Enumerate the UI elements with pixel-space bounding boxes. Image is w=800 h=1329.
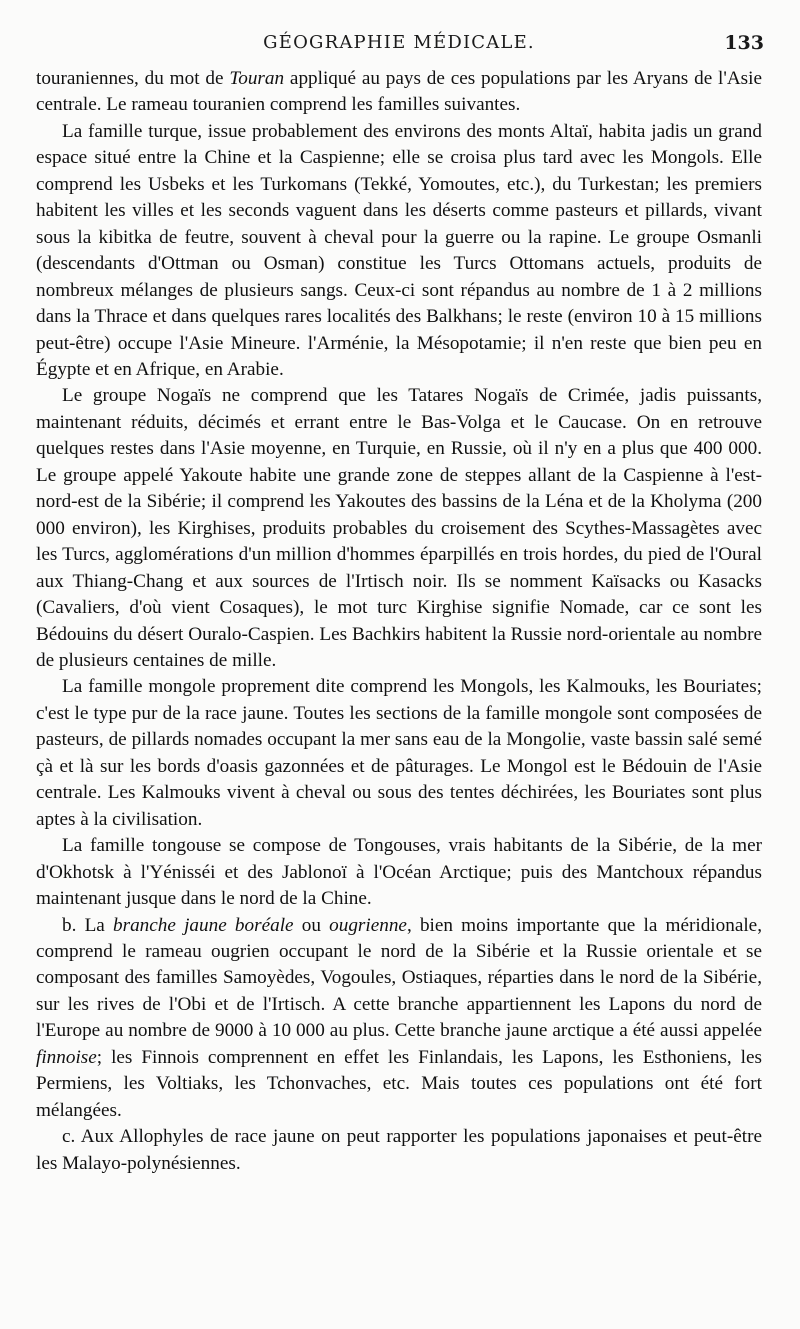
italic-term: Touran [229,68,285,89]
italic-term: finnoise [36,1046,97,1068]
paragraph-text: b. La [62,914,114,936]
paragraph-text: ; les Finnois comprennent en effet les Finlandais, les Lapons, les Esthoniens, les Permiens, les Voltiaks, les Tchonvaches, etc. Mais toutes ces populations ont été fort mélangées. [36,1046,762,1121]
page-header [34,30,764,58]
paragraph-text: touraniennes, du mot de [36,68,230,89]
paragraph-groupe-nogais: Le groupe Nogaïs ne comprend que les Tatares Nogaïs de Crimée, jadis puissants, maintenant réduits, décimés et errant entre le Bas-Volga et le Caucase. On en retrouve quelques restes dans l'Asie moyenne, en Turquie, en Russie, où il n'y en a plus que 400 000. Le groupe appelé Yakoute habite une grande zone de steppes allant de la Caspienne à l'est-nord-est de la Sibérie; il comprend les Yakoutes des bassins de la Léna et de la Kholyma (200 000 environ), les Kirghises, produits probables du croisement des Scythes-Massagètes avec les Turcs, agglomérations d'un million d'hommes éparpillés en trois hordes, du pied de l'Oural aux Thiang-Chang et aux sources de l'Irtisch noir. Ils se nomment Kaïsacks ou Kasacks (Cavaliers, d'où vient Cosaques), le mot turc Kirghise signifie Nomade, car ce sont les Bédouins du désert Ouralo-Caspien. Les Bachkirs habitent la Russie nord-orientale au nombre de plusieurs centaines de mille. [36,385,762,671]
italic-term: ougrienne [329,914,407,936]
paragraph-famille-tongouse: La famille tongouse se compose de Tongouses, vrais habitants de la Sibérie, de la mer d'Okhotsk à l'Yénisséi et des Jablonoï à l'Océan Arctique; puis des Mantchoux répandus maintenant jusque dans le nord de la Chine. [36,835,762,910]
paragraph-text: ou [293,914,330,936]
italic-term: branche jaune boréale [113,914,294,936]
paragraph-branche-boreale [36,913,762,1125]
running-title: GÉOGRAPHIE MÉDICALE. [263,32,535,53]
paragraph-famille-turque: La famille turque, issue probablement des environs des monts Altaï, habita jadis un grand espace situé entre la Chine et la Caspienne; elle se croisa plus tard avec les Mongols. Elle comprend les Usbeks et les Turkomans (Tekké, Yomoutes, etc.), du Turkestan; les premiers habitent les villes et les seconds vaguent dans les déserts comme pasteurs et pillards, vivant sous la kibitka de feutre, souvent à cheval pour la guerre ou la rapine. Le groupe Osmanli (descendants d'Ottman ou Osman) constitue les Turcs Ottomans actuels, produits de nombreux mélanges de plusieurs sangs. Ceux-ci sont répandus au nombre de 1 à 2 millions dans la Thrace et dans quelques rares localités des Balkhans; le reste (environ 10 à 15 millions peut-être) occupe l'Asie Mineure. l'Arménie, la Mésopotamie; il n'en reste que bien peu en Égypte et en Afrique, en Arabie. [36,120,762,380]
body-text [36,66,762,1177]
paragraph-famille-mongole: La famille mongole proprement dite comprend les Mongols, les Kalmouks, les Bouriates; c'est le type pur de la race jaune. Toutes les sections de la famille mongole sont composées de pasteurs, de pillards nomades occupant la mer sans eau de la Mongolie, vaste bassin salé semé çà et là sur les bords d'oasis gazonnées et de pâturages. Le Mongol est le Bédouin de l'Asie centrale. Les Kalmouks vivent à cheval ou sous des tentes déchirées, les Bouriates sont plus aptes à la civilisation. [36,676,762,830]
paragraph-allophyles: c. Aux Allophyles de race jaune on peut rapporter les populations japonaises et peut-être les Malayo-polynésiennes. [36,1126,762,1174]
paragraph-text: appliqué au pays de ces populations par les Aryans de l'Asie centrale. Le rameau touranien comprend les familles suivantes. [36,68,762,116]
paragraph-text: , bien moins importante que la méridionale, comprend le rameau ougrien occupant le nord de la Sibérie et la Russie orientale et se composant des familles Samoyèdes, Vogoules, Ostiaques, réparties dans le nord de la Sibérie, sur les rives de l'Obi et de l'Irtisch. A cette branche appartiennent les Lapons du nord de l'Europe au nombre de 9000 à 10 000 au plus. Cette branche jaune arctique a été aussi appelée [36,914,762,1042]
page-number: 133 [724,32,764,54]
paragraph-continuation [36,66,762,119]
